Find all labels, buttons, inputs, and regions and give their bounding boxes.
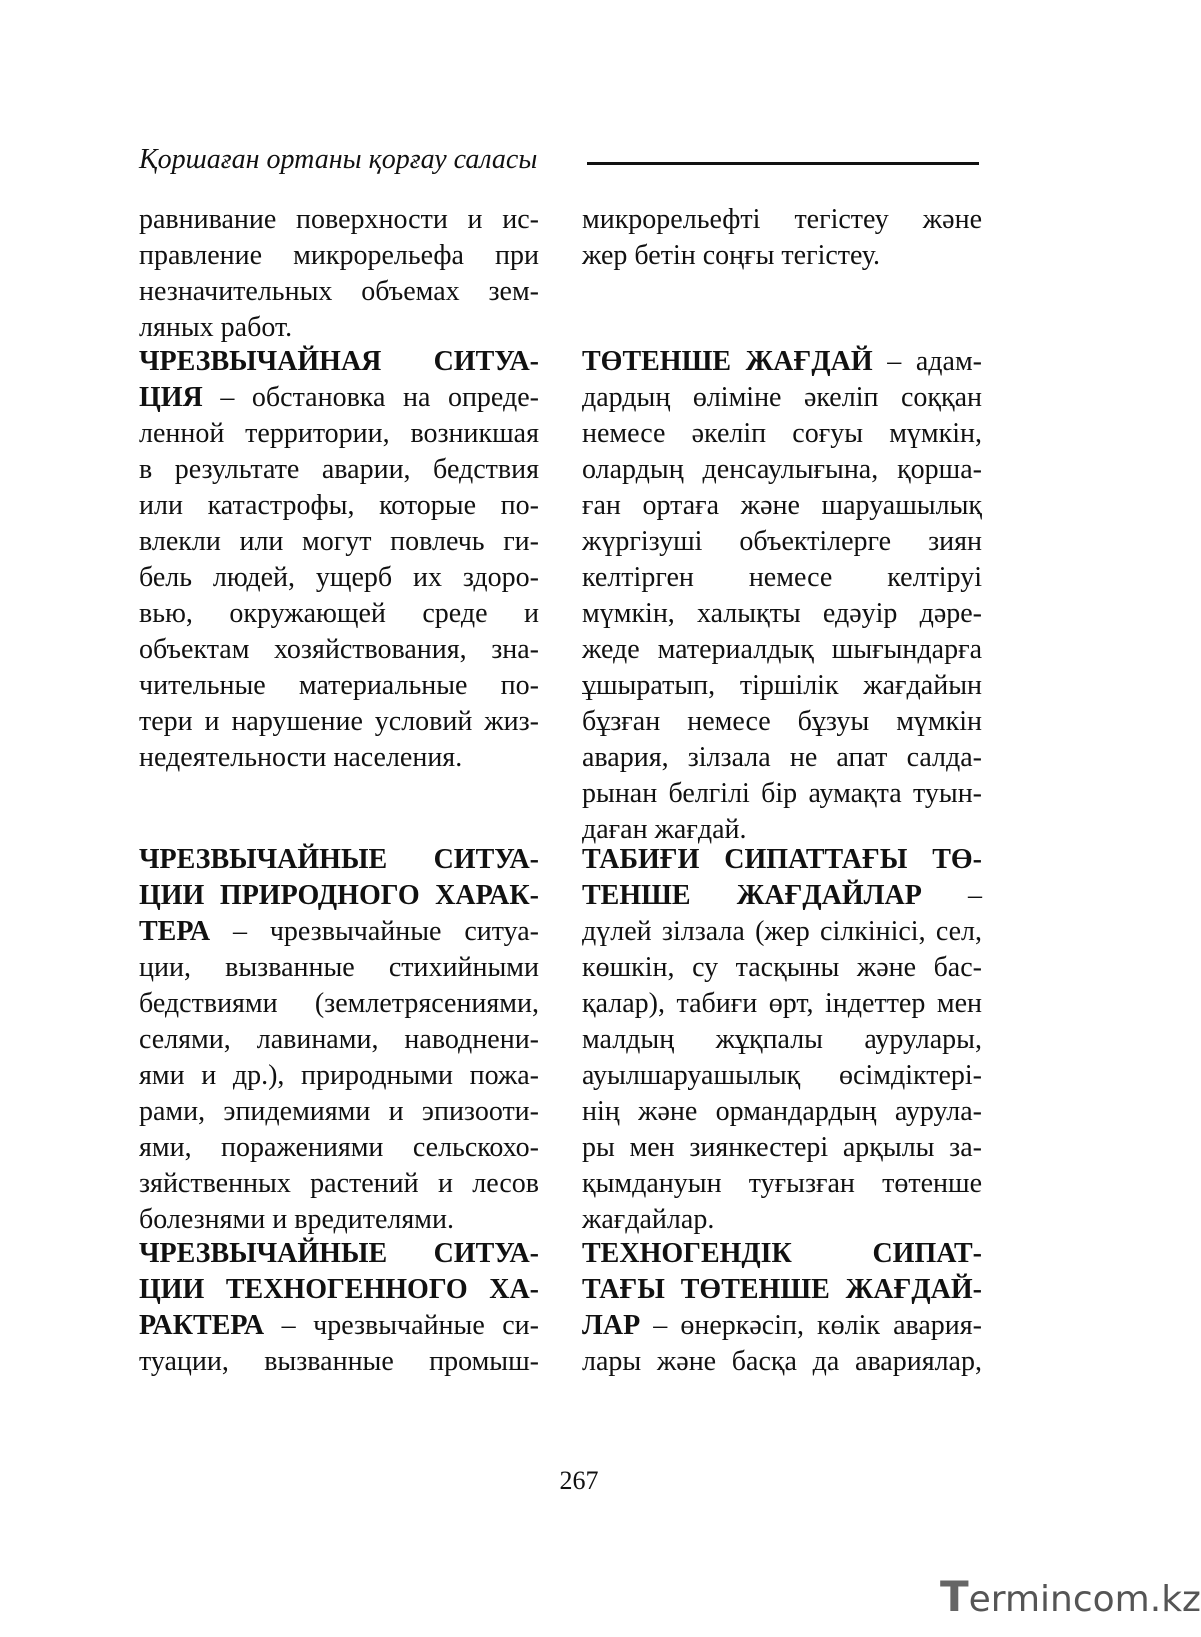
text-line: зяйственных растений и лесов bbox=[139, 1168, 539, 1199]
term-heading: ЧРЕЗВЫЧАЙНЫЕ СИТУА- bbox=[139, 844, 539, 875]
text-line bbox=[139, 1309, 539, 1343]
text-line: малдың жұқпалы аурулары, bbox=[582, 1024, 982, 1055]
text-line: қымдануын туғызған төтенше bbox=[582, 1168, 982, 1199]
text-line: равнивание поверхности и ис- bbox=[139, 204, 539, 235]
text-line: или катастрофы, которые по- bbox=[139, 490, 539, 521]
text-line: даған жағдай. bbox=[582, 814, 747, 845]
text-line: вью, окружающей среде и bbox=[139, 598, 539, 629]
text-line: мүмкін, халықты едәуір дәре- bbox=[582, 598, 982, 629]
text-line bbox=[139, 1273, 539, 1307]
watermark-text: ermincom.kz bbox=[968, 1579, 1201, 1620]
text-line: рынан белгілі бір аумақта туын- bbox=[582, 778, 982, 809]
text-line: туации, вызванные промыш- bbox=[139, 1346, 539, 1377]
text-run: – адам- bbox=[872, 346, 982, 377]
text-line: нің және ормандардың аурула- bbox=[582, 1096, 982, 1127]
text-line: жер бетін соңғы тегістеу. bbox=[582, 240, 880, 271]
text-line: правление микрорельефа при bbox=[139, 240, 539, 271]
text-line: келтірген немесе келтіруі bbox=[582, 562, 982, 593]
text-line bbox=[582, 1237, 982, 1271]
term-heading: ТӨТЕНШЕ ЖАҒДАЙ bbox=[582, 346, 873, 377]
text-line: жүргізуші объектілерге зиян bbox=[582, 526, 982, 557]
text-line: ями, поражениями сельскохо- bbox=[139, 1132, 539, 1163]
text-line: немесе әкеліп соғуы мүмкін, bbox=[582, 418, 982, 449]
page-number: 267 bbox=[559, 1466, 599, 1495]
text-line: бұзған немесе бұзуы мүмкін bbox=[582, 706, 982, 737]
text-line: олардың денсаулығына, қорша- bbox=[582, 454, 982, 485]
term-heading: РАКТЕРА bbox=[139, 1310, 265, 1341]
text-line: чительные материальные по- bbox=[139, 670, 539, 701]
text-run: – өнеркәсіп, көлік авария- bbox=[640, 1310, 982, 1341]
term-heading: ЛАР bbox=[582, 1310, 641, 1341]
text-line: ции, вызванные стихийными bbox=[139, 952, 539, 983]
term-heading: ЦИЯ bbox=[139, 382, 203, 413]
term-heading: ЦИИ ТЕХНОГЕННОГО ХА- bbox=[139, 1274, 539, 1305]
text-run: – чрезвычайные ситуа- bbox=[210, 916, 539, 947]
text-line: ями и др.), природными пожа- bbox=[139, 1060, 539, 1091]
text-line: в результате аварии, бедствия bbox=[139, 454, 539, 485]
text-line: бедствиями (землетрясениями, bbox=[139, 988, 539, 1019]
text-run: – обстановка на опреде- bbox=[202, 382, 539, 413]
text-line: объектам хозяйствования, зна- bbox=[139, 634, 539, 665]
term-heading: ТАБИҒИ СИПАТТАҒЫ ТӨ- bbox=[582, 844, 982, 875]
term-heading: ТАҒЫ ТӨТЕНШЕ ЖАҒДАЙ- bbox=[582, 1274, 982, 1305]
text-line bbox=[139, 1237, 539, 1271]
text-line bbox=[582, 843, 982, 877]
text-line: ған ортаға және шаруашылық bbox=[582, 490, 982, 521]
text-line: влекли или могут повлечь ги- bbox=[139, 526, 539, 557]
text-line: ауылшаруашылық өсімдіктері- bbox=[582, 1060, 982, 1091]
text-line: авария, зілзала не апат салда- bbox=[582, 742, 982, 773]
header-rule bbox=[587, 162, 979, 165]
term-heading: ЧРЕЗВЫЧАЙНЫЕ СИТУА- bbox=[139, 1238, 539, 1269]
text-run: – bbox=[921, 880, 982, 911]
text-line bbox=[139, 345, 539, 379]
text-line: ры мен зиянкестері арқылы за- bbox=[582, 1132, 982, 1163]
term-heading: ТЕРА bbox=[139, 916, 211, 947]
term-heading: ЦИИ ПРИРОДНОГО ХАРАК- bbox=[139, 880, 539, 911]
text-line: ленной территории, возникшая bbox=[139, 418, 539, 449]
header-title: Қоршаған ортаны қорғау саласы bbox=[139, 144, 538, 175]
text-line: қалар), табиғи өрт, індеттер мен bbox=[582, 988, 982, 1019]
text-line: микрорельефті тегістеу және bbox=[582, 204, 982, 235]
term-heading: ТЕХНОГЕНДІК СИПАТ- bbox=[582, 1238, 982, 1269]
text-line bbox=[582, 1309, 982, 1343]
text-line: дүлей зілзала (жер сілкінісі, сел, bbox=[582, 916, 982, 947]
text-line: рами, эпидемиями и эпизооти- bbox=[139, 1096, 539, 1127]
text-line bbox=[139, 381, 539, 415]
text-line: незначительных объемах зем- bbox=[139, 276, 539, 307]
text-line: жағдайлар. bbox=[582, 1204, 715, 1235]
text-line bbox=[582, 879, 982, 913]
text-line: болезнями и вредителями. bbox=[139, 1204, 454, 1235]
text-line: дардың өліміне әкеліп соққан bbox=[582, 382, 982, 413]
text-line bbox=[139, 879, 539, 913]
running-header bbox=[139, 144, 979, 180]
term-heading: ЧРЕЗВЫЧАЙНАЯ СИТУА- bbox=[139, 346, 539, 377]
text-line bbox=[582, 1273, 982, 1307]
text-line: бель людей, ущерб их здоро- bbox=[139, 562, 539, 593]
text-line: лары және басқа да авариялар, bbox=[582, 1346, 982, 1377]
text-line: ляных работ. bbox=[139, 312, 293, 343]
term-heading: ТЕНШЕ ЖАҒДАЙЛАР bbox=[582, 880, 922, 911]
text-line: жеде материалдық шығындарға bbox=[582, 634, 982, 665]
text-run: – чрезвычайные си- bbox=[264, 1310, 539, 1341]
text-line: селями, лавинами, наводнени- bbox=[139, 1024, 539, 1055]
watermark-logo-letter: T bbox=[940, 1572, 969, 1621]
text-line bbox=[139, 915, 539, 949]
watermark-logo bbox=[940, 1572, 1201, 1622]
text-line bbox=[582, 345, 982, 379]
text-line: көшкін, су тасқыны және бас- bbox=[582, 952, 982, 983]
text-line: ұшыратып, тіршілік жағдайын bbox=[582, 670, 982, 701]
text-line bbox=[139, 843, 539, 877]
text-line: тери и нарушение условий жиз- bbox=[139, 706, 539, 737]
text-line: недеятельности населения. bbox=[139, 742, 463, 773]
